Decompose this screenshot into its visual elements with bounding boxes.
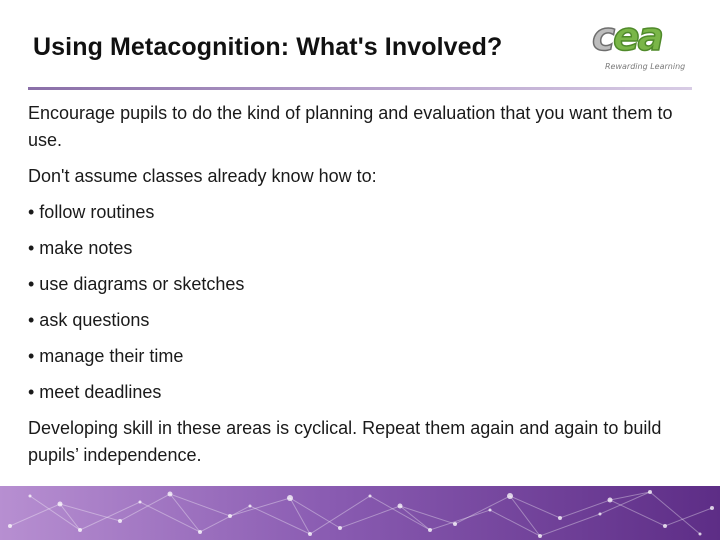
bullet-item: • use diagrams or sketches (28, 274, 245, 294)
outro-paragraph: Developing skill in these areas is cyclical. Repeat them again and again to build pupils’ independence. (28, 418, 662, 465)
logo-letter-e: e (613, 15, 638, 60)
network-pattern-graphic (0, 486, 720, 540)
slide-title: Using Metacognition: What's Involved? (33, 33, 503, 61)
lead-paragraph: Don't assume classes already know how to: (28, 166, 377, 186)
footer-network-banner (0, 486, 720, 540)
intro-paragraph: Encourage pupils to do the kind of planning and evaluation that you want them to use. (28, 103, 673, 150)
bullet-item: • manage their time (28, 346, 184, 366)
bullet-item: • follow routines (28, 202, 155, 222)
logo-letter-a: a (637, 15, 662, 60)
bullet-item: • meet deadlines (28, 382, 162, 402)
cea-logo (584, 14, 694, 76)
slide-body (28, 100, 698, 469)
bullet-item: • ask questions (28, 310, 150, 330)
logo-wordmark (592, 15, 662, 60)
logo-tagline: Rewarding Learning (605, 62, 686, 71)
logo-letter-c: c (592, 15, 614, 60)
title-divider (28, 87, 692, 90)
bullet-item: • make notes (28, 238, 133, 258)
